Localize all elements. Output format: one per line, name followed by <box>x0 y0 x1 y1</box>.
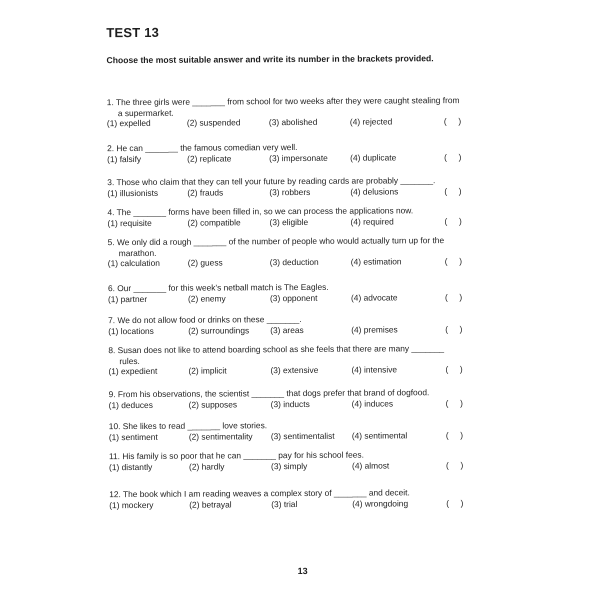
answer-option-2: (2) enemy <box>187 292 226 304</box>
answer-option-3: (3) extensive <box>270 364 319 376</box>
question-text: 4. The _______ forms have been filled in, so we can process the applications now. <box>107 205 414 218</box>
answer-options <box>108 364 463 377</box>
question-text-continued: marathon. <box>118 247 157 258</box>
answer-option-2: (2) replicate <box>187 152 232 164</box>
answer-option-2: (2) sentimentality <box>188 430 253 442</box>
answer-option-3: (3) robbers <box>269 186 311 197</box>
page-number: 13 <box>297 565 308 577</box>
answer-option-2: (2) guess <box>187 257 223 268</box>
answer-option-1: (1) sentiment <box>108 431 158 442</box>
question-item <box>108 420 464 442</box>
question-item <box>108 449 464 473</box>
answer-option-4: (4) almost <box>351 459 390 471</box>
question-text: 2. He can _______ the famous comedian very well. <box>107 142 298 154</box>
answer-option-2: (2) implicit <box>188 365 227 376</box>
answer-option-2: (2) frauds <box>187 186 224 198</box>
answer-option-1: (1) requisite <box>107 217 152 228</box>
question-text: 10. She likes to read _______ love stories. <box>108 420 268 432</box>
answer-option-3: (3) simply <box>270 460 308 471</box>
answer-option-2: (2) hardly <box>188 460 225 472</box>
answer-bracket[interactable]: ( ) <box>445 459 464 470</box>
answer-options <box>107 291 463 304</box>
answer-option-3: (3) eligible <box>269 216 309 227</box>
question-item <box>108 313 463 337</box>
answer-option-3: (3) inducts <box>270 398 310 409</box>
answer-option-4: (4) wrongdoing <box>352 497 409 509</box>
answer-option-3: (3) abolished <box>268 116 318 128</box>
question-text: 1. The three girls were _______ from school for two weeks after they were caught stealing from <box>106 95 460 108</box>
answer-option-4: (4) premises <box>351 323 398 335</box>
answer-bracket[interactable]: ( ) <box>444 256 463 267</box>
answer-option-2: (2) betrayal <box>189 498 232 510</box>
answer-option-3: (3) sentimentalist <box>270 430 335 441</box>
question-text-continued: a supermarket. <box>117 107 174 118</box>
question-item <box>107 95 460 129</box>
question-text: 12. The book which I am reading weaves a complex story of _______ and deceit. <box>109 487 410 500</box>
answer-option-3: (3) impersonate <box>269 152 328 163</box>
answer-option-1: (1) expelled <box>106 117 151 129</box>
question-item <box>107 281 463 305</box>
answer-option-1: (1) locations <box>108 325 154 336</box>
question-item <box>107 142 462 165</box>
answer-option-1: (1) illusionists <box>107 187 159 198</box>
answer-options <box>107 151 462 165</box>
answer-bracket[interactable]: ( ) <box>445 323 463 334</box>
answer-option-1: (1) mockery <box>109 499 154 510</box>
answer-bracket[interactable]: ( ) <box>445 364 463 375</box>
question-item <box>107 205 462 228</box>
answer-option-4: (4) duplicate <box>350 151 397 163</box>
answer-options <box>107 116 460 129</box>
answer-option-4: (4) advocate <box>350 291 398 303</box>
answer-options <box>107 215 462 229</box>
answer-options <box>107 185 462 199</box>
answer-options <box>108 397 463 411</box>
answer-option-3: (3) areas <box>270 324 304 335</box>
answer-bracket[interactable]: ( ) <box>444 291 463 302</box>
answer-options <box>108 429 464 443</box>
answer-options <box>108 459 464 473</box>
answer-bracket[interactable]: ( ) <box>445 397 463 408</box>
answer-option-4: (4) delusions <box>350 185 399 197</box>
answer-bracket[interactable]: ( ) <box>445 429 464 440</box>
answer-option-4: (4) rejected <box>349 116 393 127</box>
answer-option-4: (4) induces <box>351 397 394 409</box>
answer-bracket[interactable]: ( ) <box>444 185 462 196</box>
answer-option-3: (3) opponent <box>269 292 318 303</box>
answer-option-1: (1) expedient <box>108 365 158 377</box>
question-text: 5. We only did a rough _______ of the number of people who would actually turn up for the <box>107 235 445 248</box>
question-text: 3. Those who claim that they can tell your future by reading cards are probably _______. <box>107 175 436 188</box>
answer-option-3: (3) deduction <box>269 256 319 268</box>
answer-option-2: (2) supposes <box>188 398 238 410</box>
answer-options <box>109 497 464 511</box>
answer-option-1: (1) partner <box>107 293 148 304</box>
question-text-continued: rules. <box>119 355 140 366</box>
question-list <box>106 95 507 510</box>
answer-option-2: (2) suspended <box>186 117 241 128</box>
answer-option-2: (2) compatible <box>187 216 241 228</box>
answer-option-4: (4) intensive <box>351 364 398 375</box>
answer-option-4: (4) sentimental <box>351 429 408 441</box>
question-item <box>108 387 463 410</box>
question-text: 8. Susan does not like to attend boarding school as she feels that there are many _______ <box>108 343 445 356</box>
answer-option-1: (1) deduces <box>108 399 153 410</box>
question-text: 6. Our _______ for this week's netball match is The Eagles. <box>107 281 329 294</box>
question-item <box>107 235 463 269</box>
answer-option-4: (4) required <box>350 215 394 227</box>
test-title: TEST 13 <box>106 24 160 41</box>
answer-option-4: (4) estimation <box>350 256 402 267</box>
question-item <box>107 175 462 199</box>
answer-option-1: (1) falsify <box>107 153 142 164</box>
answer-option-2: (2) surroundings <box>188 324 250 336</box>
answer-options <box>107 256 463 269</box>
question-text: 7. We do not allow food or drinks on these _______. <box>108 313 302 326</box>
answer-option-1: (1) distantly <box>108 461 153 472</box>
instruction-text: Choose the most suitable answer and write its number in the brackets provided. <box>106 53 434 66</box>
answer-bracket[interactable]: ( ) <box>443 116 462 127</box>
question-text: 9. From his observations, the scientist _______ that dogs prefer that brand of dogfood. <box>108 387 430 400</box>
answer-option-1: (1) calculation <box>107 257 160 269</box>
question-item <box>108 343 463 377</box>
question-item <box>109 487 464 510</box>
answer-bracket[interactable]: ( ) <box>446 497 464 508</box>
answer-option-3: (3) trial <box>271 498 298 509</box>
answer-options <box>108 323 463 336</box>
answer-bracket[interactable]: ( ) <box>444 215 462 226</box>
question-text: 11. His family is so poor that he can _______ pay for his school fees. <box>108 449 364 462</box>
answer-bracket[interactable]: ( ) <box>444 151 462 162</box>
